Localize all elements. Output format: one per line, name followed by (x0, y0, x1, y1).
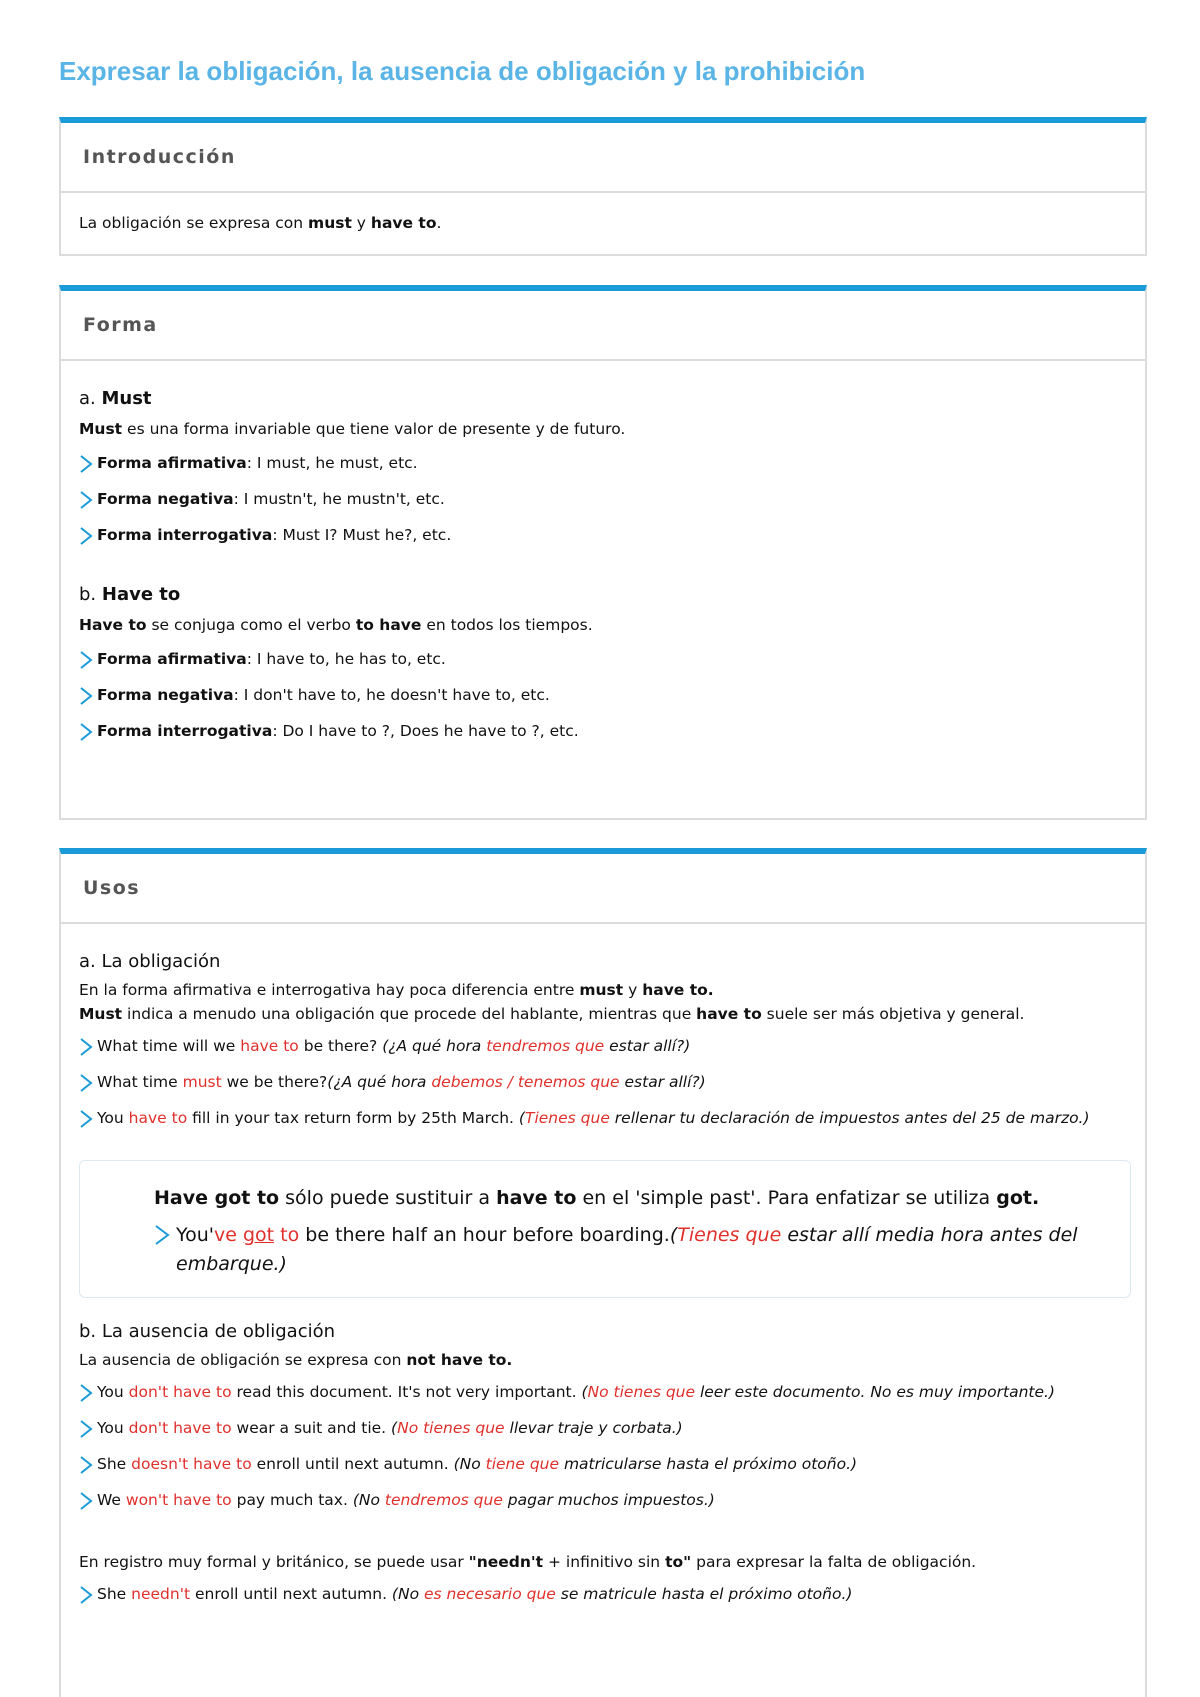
list-item: Forma afirmativa: I have to, he has to, etc. (79, 649, 1127, 685)
obligacion-text-2: Must indica a menudo una obligación que procede del hablante, mientras que have to suele ser más objetiva y general. (79, 1005, 1025, 1023)
chevron-right-icon (79, 722, 93, 742)
chevron-right-icon (79, 1419, 93, 1439)
must-subheading: a. Must (79, 388, 152, 409)
page-title: Expresar la obligación, la ausencia de obligación y la prohibición (59, 56, 866, 86)
chevron-right-icon (79, 1037, 93, 1057)
example-item: You don't have to read this document. It's not very important. (No tienes que leer este documento. No es muy importante.) (79, 1382, 1127, 1418)
example-item: You have to fill in your tax return form by 25th March. (Tienes que rellenar tu declaración de impuestos antes del 25 de marzo.) (79, 1108, 1127, 1144)
list-item: Forma negativa: I don't have to, he doesn't have to, etc. (79, 685, 1127, 721)
chevron-right-icon (79, 1383, 93, 1403)
chevron-right-icon (79, 686, 93, 706)
example-item: What time must we be there?(¿A qué hora debemos / tenemos que estar allí?) (79, 1072, 1127, 1108)
list-item: Forma interrogativa: Must I? Must he?, etc. (79, 525, 1127, 561)
usos-heading: Usos (61, 854, 1145, 924)
chevron-right-icon (79, 1491, 93, 1511)
intro-card (59, 117, 1147, 256)
example-item: We won't have to pay much tax. (No tendremos que pagar muchos impuestos.) (79, 1490, 1127, 1526)
chevron-right-icon (79, 1455, 93, 1475)
intro-text: La obligación se expresa con must y have to. (79, 214, 442, 232)
ausencia-text: La ausencia de obligación se expresa con not have to. (79, 1351, 513, 1369)
chevron-right-icon (79, 1073, 93, 1093)
example-item: She doesn't have to enroll until next autumn. (No tiene que matricularse hasta el próximo otoño.) (79, 1454, 1127, 1490)
chevron-right-icon (79, 454, 93, 474)
chevron-right-icon (79, 650, 93, 670)
list-item: Forma afirmativa: I must, he must, etc. (79, 453, 1127, 489)
intro-heading: Introducción (61, 123, 1145, 193)
callout-text: Have got to sólo puede sustituir a have to en el 'simple past'. Para enfatizar se utiliza got. (154, 1187, 1040, 1209)
neednt-text: En registro muy formal y británico, se puede usar "needn't + infinitivo sin to" para expresar la falta de obligación. (79, 1553, 977, 1571)
example-item: She needn't enroll until next autumn. (No es necesario que se matricule hasta el próximo otoño.) (79, 1584, 1127, 1620)
list-item: Forma negativa: I mustn't, he mustn't, etc. (79, 489, 1127, 525)
callout-example: You've got to be there half an hour before boarding.(Tienes que estar allí media hora antes del embarque.) (154, 1221, 1110, 1279)
list-item: Forma interrogativa: Do I have to ?, Does he have to ?, etc. (79, 721, 1127, 757)
obligacion-subheading: a. La obligación (79, 951, 221, 972)
chevron-right-icon (79, 1585, 93, 1605)
forma-card (59, 285, 1147, 820)
example-item: What time will we have to be there? (¿A qué hora tendremos que estar allí?) (79, 1036, 1127, 1072)
chevron-right-icon (79, 526, 93, 546)
ausencia-subheading: b. La ausencia de obligación (79, 1321, 336, 1342)
must-description: Must es una forma invariable que tiene valor de presente y de futuro. (79, 420, 626, 438)
usos-card (59, 848, 1147, 1697)
callout-box (79, 1160, 1131, 1298)
chevron-right-icon (79, 1109, 93, 1129)
haveto-description: Have to se conjuga como el verbo to have en todos los tiempos. (79, 616, 593, 634)
chevron-right-icon (79, 490, 93, 510)
example-item: You don't have to wear a suit and tie. (No tienes que llevar traje y corbata.) (79, 1418, 1127, 1454)
haveto-subheading: b. Have to (79, 584, 181, 605)
chevron-right-icon (154, 1223, 170, 1247)
obligacion-text-1: En la forma afirmativa e interrogativa hay poca diferencia entre must y have to. (79, 981, 714, 999)
forma-heading: Forma (61, 291, 1145, 361)
